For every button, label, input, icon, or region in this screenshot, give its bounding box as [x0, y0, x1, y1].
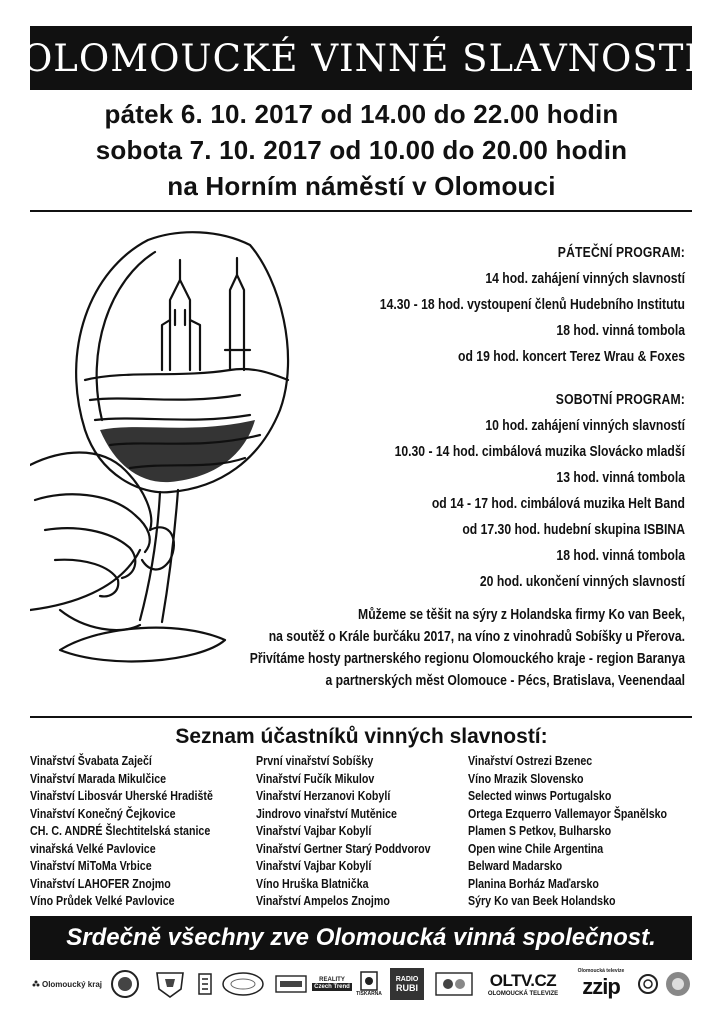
participant-item: Planina Borház Maďarsko [468, 875, 599, 891]
saturday-item: od 14 - 17 hod. cimbálová muzika Helt Band [431, 496, 685, 512]
participant-item: Selected winws Portugalsko [468, 788, 612, 803]
reality-label: REALITY [319, 977, 345, 983]
circle-logo-2 [664, 968, 692, 1000]
participant-item: Ortega Ezquerro Vallemayor Španělsko [468, 805, 668, 821]
friday-program-heading: PÁTEČNÍ PROGRAM: [557, 245, 685, 261]
participant-item: Open wine Chile Argentina [468, 840, 604, 856]
ring-icon [637, 973, 659, 995]
seal-logo-4 [220, 968, 266, 1000]
participants-column-2 [256, 752, 469, 910]
badge-icon [275, 975, 307, 993]
participants-list [30, 752, 692, 912]
participant-item: Plamen S Petkov, Bulharsko [468, 823, 612, 838]
program-schedule [265, 240, 685, 595]
zzip-top-label: Olomoucká televize [577, 968, 625, 974]
friday-item: 14 hod. zahájení vinných slavností [485, 271, 685, 287]
participant-item: CH. C. ANDRÉ Šlechtitelská stanice [30, 823, 211, 838]
announcement-line: na soutěž o Krále burčáku 2017, na víno z vinohradů Sobíšky u Přerova. [268, 629, 685, 645]
saturday-item: 18 hod. vinná tombola [556, 548, 685, 564]
reality-logo [312, 968, 352, 1000]
saturday-item: 13 hod. vinná tombola [556, 470, 685, 486]
participant-item: Vinařství Marada Mikulčice [30, 770, 167, 786]
venue-line: na Horním náměstí v Olomouci [167, 171, 556, 201]
participant-item: Vinařství Libosvár Uherské Hradiště [30, 788, 213, 803]
oltv-label: OLTV.CZ [489, 971, 557, 990]
participants-column-1 [30, 752, 253, 910]
participant-item: Vinařství Vajbar Kobylí [256, 858, 372, 873]
participant-item: Vinařství Herzanovi Kobylí [256, 788, 391, 803]
circle-logo-1 [636, 968, 660, 1000]
seal-logo-1 [108, 968, 142, 1000]
box-logo [274, 968, 308, 1000]
saturday-item: od 17.30 hod. hudební skupina ISBINA [462, 522, 685, 538]
emblem-icon [196, 971, 214, 997]
zzip-logo [570, 968, 632, 1000]
participant-item: První vinařství Sobíšky [256, 753, 374, 768]
crest-icon [153, 969, 187, 999]
zzip-label: zzip [582, 974, 620, 999]
saturday-item: 20 hod. ukončení vinných slavností [479, 574, 685, 590]
participant-item: Vinařství Ostrezi Bzenec [468, 753, 593, 768]
tiskarna-logo [356, 968, 382, 1000]
radio-label: RADIO [395, 975, 419, 983]
participant-item: Jindrovo vinařství Mutěnice [256, 805, 397, 821]
print-icon [360, 971, 378, 991]
oltv-sub-label: OLOMOUCKÁ TELEVIZE [487, 991, 559, 997]
radio-rubi-logo [390, 968, 424, 1000]
participant-item: Víno Hruška Blatnička [256, 875, 369, 891]
invitation-text: Srdečně všechny zve Olomoucká vinná společnost. [66, 924, 656, 951]
poster-title-bar [21, 26, 701, 90]
rubi-label: RUBI [396, 982, 418, 993]
flower-icon [32, 976, 40, 992]
participant-item: Vinařství Konečný Čejkovice [30, 805, 176, 821]
olomoucky-kraj-logo [32, 968, 102, 1000]
oval-badge-icon [221, 971, 265, 997]
participant-item: Vinařství Ampelos Znojmo [256, 893, 390, 908]
olomoucky-kraj-label: Olomoucký kraj [41, 979, 102, 989]
event-dates [0, 96, 723, 204]
participant-item: Vinařství Fučík Mikulov [256, 770, 375, 786]
theater-icon [435, 972, 473, 996]
participant-item: Vinařství Vajbar Kobylí [256, 823, 372, 838]
seal-icon [110, 969, 140, 999]
participant-item: Vinařství Gertner Starý Poddvorov [256, 840, 431, 856]
divider-middle [30, 716, 692, 718]
participant-item: Vinařství LAHOFER Znojmo [30, 875, 171, 891]
sponsor-logos [30, 964, 692, 1004]
invitation-bar [30, 916, 692, 960]
date-line-friday: pátek 6. 10. 2017 od 14.00 do 22.00 hodin [104, 99, 619, 129]
participant-item: Belward Madarsko [468, 858, 563, 873]
seal-logo-2 [150, 968, 190, 1000]
participant-item: Víno Průdek Velké Pavlovice [30, 893, 175, 908]
participants-heading: Seznam účastníků vinných slavností: [175, 725, 548, 748]
saturday-item: 10 hod. zahájení vinných slavností [485, 418, 685, 434]
friday-item: 14.30 - 18 hod. vystoupení členů Hudebního Institutu [379, 297, 685, 313]
seal-logo-3 [194, 968, 216, 1000]
saturday-program-heading: SOBOTNÍ PROGRAM: [555, 392, 685, 408]
oltv-logo [482, 968, 564, 1000]
announcement-text [125, 604, 685, 692]
round-badge-icon [665, 971, 691, 997]
poster-title: OLOMOUCKÉ VINNÉ SLAVNOSTI [21, 36, 701, 80]
friday-item: 18 hod. vinná tombola [556, 323, 685, 339]
tiskarna-label: TISKÁRNA [356, 991, 382, 997]
announcement-line: Přivítáme hosty partnerského regionu Olomouckého kraje - region Baranya [249, 651, 685, 667]
friday-item: od 19 hod. koncert Terez Wrau & Foxes [458, 349, 685, 365]
participant-item: vinařská Velké Pavlovice [30, 840, 156, 856]
reality-sub-label: Czech Trend [314, 984, 350, 990]
date-line-saturday: sobota 7. 10. 2017 od 10.00 do 20.00 hodin [95, 135, 628, 165]
participant-item: Sýry Ko van Beek Holandsko [468, 893, 616, 908]
divider-top [30, 210, 692, 212]
participants-column-3 [468, 752, 711, 910]
theater-logo [434, 968, 474, 1000]
participant-item: Vinařství MiToMa Vrbice [30, 858, 152, 873]
saturday-item: 10.30 - 14 hod. cimbálová muzika Slovácko mladší [394, 444, 685, 460]
announcement-line: Můžeme se těšit na sýry z Holandska firmy Ko van Beek, [358, 607, 685, 623]
participant-item: Vinařství Švabata Zaječí [30, 753, 152, 768]
announcement-line: a partnerských měst Olomouce - Pécs, Bratislava, Veenendaal [325, 673, 685, 689]
participant-item: Víno Mrazik Slovensko [468, 770, 584, 786]
